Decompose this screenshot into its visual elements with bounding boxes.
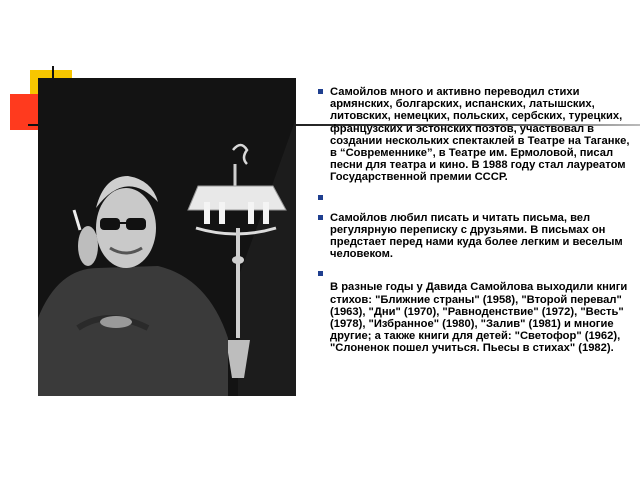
bullet-list — [318, 86, 632, 355]
portrait-illustration — [38, 78, 296, 396]
bullet-item-books: В разные годы у Давида Самойлова выходили книги стихов: "Ближние страны" (1958), "Второй перевал" (1963), "Дни" (1970), "Равноденствие" (1972), "Весть" (1978), "Избранное" (1980), "Залив" (1981) и многие другие; а также книги для детей: "Светофор" (1962), "Слоненок пошел учиться. Пьесы в стихах" (1982). — [318, 268, 632, 354]
slide-text-area — [318, 86, 632, 363]
bullet-square-icon — [318, 215, 323, 220]
bullet-item-empty — [318, 192, 632, 204]
bullet-item-letters: Самойлов любил писать и читать письма, вел регулярную переписку с друзьями. В письмах он предстает перед нами куда более легким и веселым человеком. — [318, 212, 632, 261]
portrait-photo — [38, 78, 296, 396]
bullet-item-translations: Самойлов много и активно переводил стихи армянских, болгарских, испанских, латышских, литовских, немецких, польских, сербских, турецких, французских и эстонских поэтов, участвовал в создании нескольких спектаклей в Театре на Таганке, в “Современнике”, в Театре им. Ермоловой, писал песни для театра и кино. В 1988 году стал лауреатом Государственной премии СССР. — [318, 86, 632, 184]
bullet-square-icon — [318, 89, 323, 94]
bullet-square-icon — [318, 195, 323, 200]
bullet-square-icon — [318, 271, 323, 276]
